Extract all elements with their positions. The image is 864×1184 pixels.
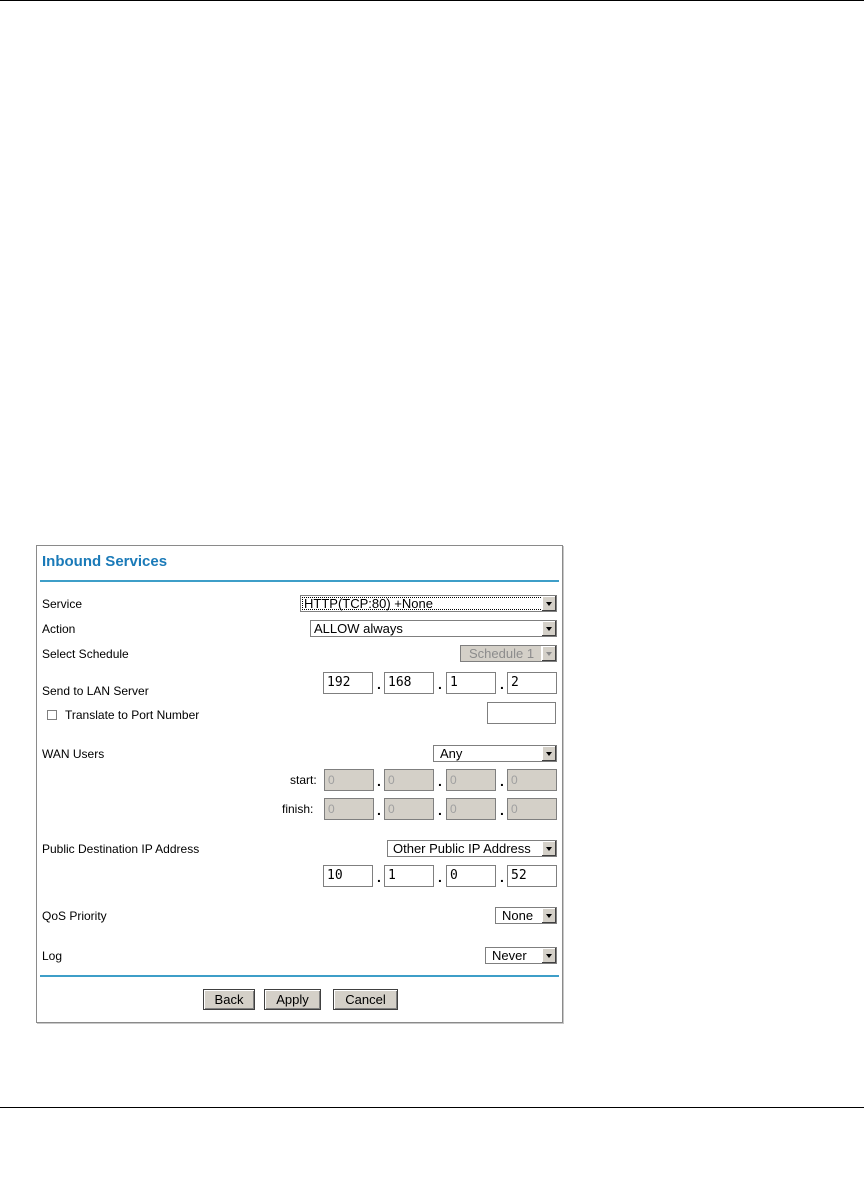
ip-dot: . xyxy=(377,802,381,818)
wan-finish-octet-3[interactable]: 0 xyxy=(446,798,496,820)
chevron-down-icon xyxy=(541,746,556,761)
cancel-button[interactable]: Cancel xyxy=(333,989,398,1010)
lan-server-octet-2[interactable]: 168 xyxy=(384,672,434,694)
ip-dot: . xyxy=(500,802,504,818)
wan-users-select[interactable]: Any xyxy=(433,745,557,762)
wan-start-octet-1[interactable]: 0 xyxy=(324,769,374,791)
action-label: Action xyxy=(42,622,76,636)
chevron-down-icon xyxy=(541,596,556,611)
ip-dot: . xyxy=(377,676,381,692)
translate-port-checkbox[interactable] xyxy=(47,710,57,720)
ip-dot: . xyxy=(438,773,442,789)
inbound-services-panel xyxy=(36,545,563,1023)
public-dest-octet-2[interactable]: 1 xyxy=(384,865,434,887)
lan-server-label: Send to LAN Server xyxy=(42,684,149,698)
translate-port-input[interactable] xyxy=(487,702,556,724)
page-top-rule xyxy=(0,0,864,1)
action-select[interactable]: ALLOW always xyxy=(310,620,557,637)
wan-start-label: start: xyxy=(290,773,317,787)
schedule-label: Select Schedule xyxy=(42,647,129,661)
chevron-down-icon xyxy=(541,948,556,963)
wan-start-octet-3[interactable]: 0 xyxy=(446,769,496,791)
service-label: Service xyxy=(42,597,83,611)
wan-finish-octet-2[interactable]: 0 xyxy=(384,798,434,820)
ip-dot: . xyxy=(438,802,442,818)
public-dest-octet-1[interactable]: 10 xyxy=(323,865,373,887)
chevron-down-icon xyxy=(541,841,556,856)
log-label: Log xyxy=(42,949,63,963)
service-select[interactable]: HTTP(TCP:80) +None xyxy=(300,595,557,612)
chevron-down-icon xyxy=(541,908,556,923)
footer-divider xyxy=(40,975,559,977)
panel-title: Inbound Services xyxy=(42,553,168,570)
apply-button[interactable]: Apply xyxy=(264,989,321,1010)
wan-start-octet-4[interactable]: 0 xyxy=(507,769,557,791)
ip-dot: . xyxy=(377,773,381,789)
page-bottom-rule xyxy=(0,1107,864,1108)
ip-dot: . xyxy=(500,773,504,789)
ip-dot: . xyxy=(438,869,442,885)
ip-dot: . xyxy=(500,869,504,885)
wan-finish-label: finish: xyxy=(282,802,314,816)
log-select[interactable]: Never xyxy=(485,947,557,964)
ip-dot: . xyxy=(500,676,504,692)
wan-users-label: WAN Users xyxy=(42,747,105,761)
wan-start-octet-2[interactable]: 0 xyxy=(384,769,434,791)
schedule-select[interactable]: Schedule 1 xyxy=(460,645,557,662)
public-dest-label: Public Destination IP Address xyxy=(42,842,200,856)
lan-server-octet-1[interactable]: 192 xyxy=(323,672,373,694)
lan-server-octet-3[interactable]: 1 xyxy=(446,672,496,694)
back-button[interactable]: Back xyxy=(203,989,255,1010)
public-dest-select[interactable]: Other Public IP Address xyxy=(387,840,557,857)
title-divider xyxy=(40,580,559,582)
ip-dot: . xyxy=(438,676,442,692)
public-dest-octet-4[interactable]: 52 xyxy=(507,865,557,887)
chevron-down-icon xyxy=(541,621,556,636)
wan-finish-octet-1[interactable]: 0 xyxy=(324,798,374,820)
qos-select[interactable]: None xyxy=(495,907,557,924)
chevron-down-icon xyxy=(541,646,556,661)
public-dest-octet-3[interactable]: 0 xyxy=(446,865,496,887)
translate-port-label: Translate to Port Number xyxy=(65,708,200,722)
wan-finish-octet-4[interactable]: 0 xyxy=(507,798,557,820)
ip-dot: . xyxy=(377,869,381,885)
qos-label: QoS Priority xyxy=(42,909,107,923)
lan-server-octet-4[interactable]: 2 xyxy=(507,672,557,694)
